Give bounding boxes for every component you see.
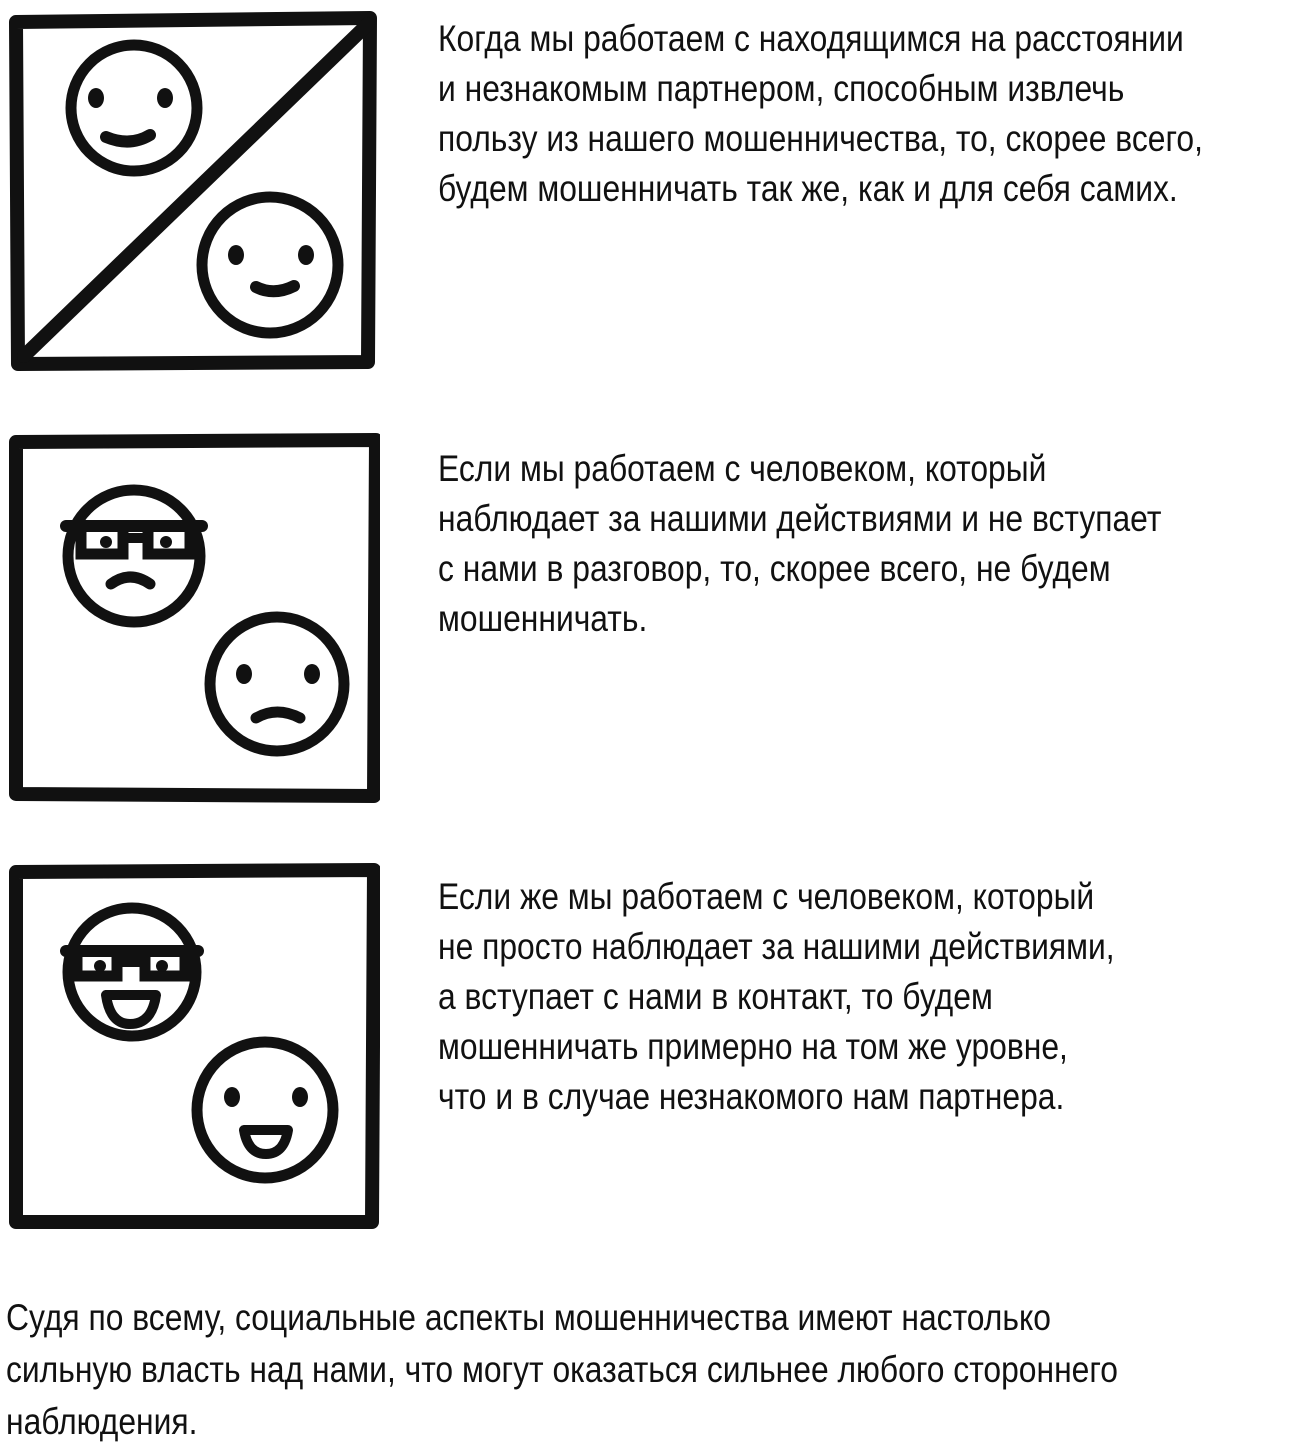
- caption-friendly-monitor: [438, 872, 1182, 1122]
- caption-line: а вступает с нами в контакт, то будем: [438, 976, 993, 1017]
- caption-line: что и в случае незнакомого нам партнера.: [438, 1076, 1065, 1117]
- caption-line: с нами в разговор, то, скорее всего, не будем: [438, 548, 1111, 589]
- caption-line: пользу из нашего мошенничества, то, скорее всего,: [438, 118, 1203, 159]
- caption-line: Если мы работаем с человеком, который: [438, 448, 1047, 489]
- frowning-face-icon: [210, 617, 344, 751]
- caption-line: и незнакомым партнером, способным извлечь: [438, 68, 1125, 109]
- conclusion-line: сильную власть над нами, что могут оказаться сильнее любого стороннего: [6, 1349, 1118, 1390]
- panel-distant-partner: [8, 10, 380, 372]
- conclusion-paragraph: [6, 1292, 1279, 1448]
- smiley-face-icon: [202, 197, 338, 333]
- panel-silent-monitor-illustration: [8, 432, 380, 804]
- caption-line: мошенничать примерно на том же уровне,: [438, 1026, 1068, 1067]
- caption-line: мошенничать.: [438, 598, 648, 639]
- caption-line: Если же мы работаем с человеком, который: [438, 876, 1095, 917]
- smiley-face-icon: [71, 45, 197, 171]
- panel-friendly-monitor-illustration: [8, 862, 380, 1232]
- caption-line: не просто наблюдает за нашими действиями,: [438, 926, 1115, 967]
- caption-silent-monitor: [438, 444, 1182, 644]
- conclusion-line: наблюдения.: [6, 1401, 198, 1442]
- frowning-face-with-glasses-icon: [66, 490, 202, 622]
- caption-line: будем мошенничать так же, как и для себя самих.: [438, 168, 1178, 209]
- caption-line: наблюдает за нашими действиями и не вступает: [438, 498, 1162, 539]
- panel-silent-monitor: [8, 432, 380, 804]
- conclusion-line: Судя по всему, социальные аспекты мошенничества имеют настолько: [6, 1297, 1051, 1338]
- caption-distant-partner: [438, 14, 1203, 214]
- laughing-face-icon: [197, 1042, 333, 1178]
- panel-distant-partner-illustration: [8, 10, 380, 372]
- laughing-face-with-glasses-icon: [66, 908, 198, 1036]
- panel-friendly-monitor: [8, 862, 380, 1232]
- caption-line: Когда мы работаем с находящимся на расстоянии: [438, 18, 1184, 59]
